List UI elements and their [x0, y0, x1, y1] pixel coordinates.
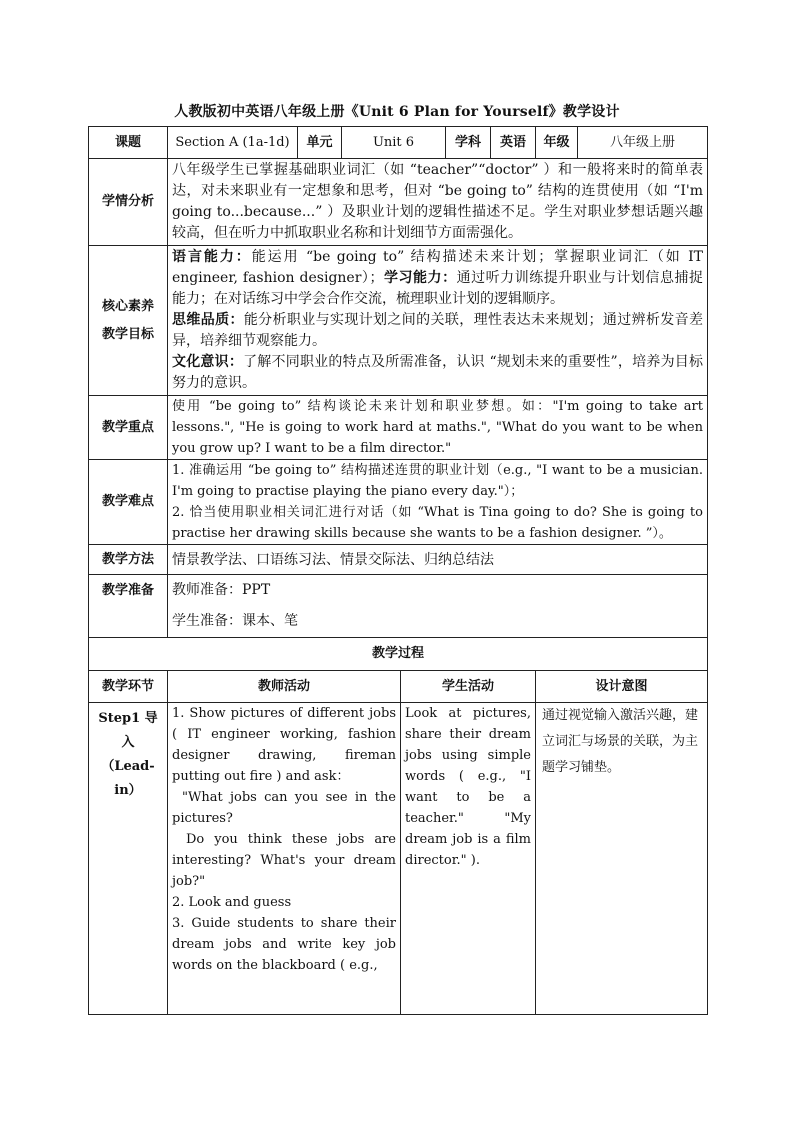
step1-teacher-activity — [168, 703, 401, 1015]
student-preparation: 学生准备：课本、笔 — [172, 613, 298, 629]
methods-text: 情景教学法、口语练习法、情景交际法、归纳总结法 — [168, 545, 708, 575]
grade-value: 八年级上册 — [578, 127, 708, 159]
methods-label: 教学方法 — [89, 545, 168, 575]
goals-label — [89, 246, 168, 396]
step1-stage — [89, 703, 168, 1015]
preparation-row — [89, 575, 708, 638]
step1-design-intent: 通过视觉输入激活兴趣，建立词汇与场景的关联，为主题学习铺垫。 — [536, 703, 708, 1015]
subject-label: 学科 — [446, 127, 491, 159]
student-activity-header: 学生活动 — [401, 671, 536, 703]
unit-value: Unit 6 — [342, 127, 446, 159]
language-ability-key: 语言能力： — [172, 249, 252, 265]
step1-row — [89, 703, 708, 1015]
language-ability-text: 能运用 “be going to” 结构描述未来计划；掌握职业词汇（如 IT engineer, fashion designer）； — [172, 249, 703, 286]
teacher-question-1: "What jobs can you see in the pictures? — [172, 790, 396, 826]
lesson-value: Section A (1a-1d) — [168, 127, 298, 159]
culture-awareness-text: 了解不同职业的特点及所需准备，认识 “规划未来的重要性”，培养为目标努力的意识。 — [172, 354, 704, 391]
teacher-step-3: 3. Guide students to share their dream jobs and write key job words on the blackboard ( e.g., — [172, 916, 396, 973]
thinking-quality-key: 思维品质： — [172, 312, 244, 328]
teacher-step-2: 2. Look and guess — [172, 895, 292, 910]
analysis-row — [89, 159, 708, 246]
goals-label-line1: 核心素养 — [101, 298, 154, 314]
key-points-row — [89, 396, 708, 460]
design-intent-header: 设计意图 — [536, 671, 708, 703]
goals-row — [89, 246, 708, 396]
difficulties-label: 教学难点 — [89, 460, 168, 545]
analysis-text: 八年级学生已掌握基础职业词汇（如 “teacher”“doctor” ）和一般将来时的简单表达，对未来职业有一定想象和思考，但对 “be going to” 结构的连贯使用（如 “I'm going to...because...” ）及职业计划的逻辑性描述不足。学生对职业梦想话题兴趣较高，但在听力中抓取职业名称和计划细节方面需强化。 — [168, 159, 708, 246]
teacher-question-2: Do you think these jobs are interesting? What's your dream job?" — [172, 832, 396, 889]
analysis-label: 学情分析 — [89, 159, 168, 246]
grade-label: 年级 — [536, 127, 578, 159]
goals-text — [168, 246, 708, 396]
step1-name: Step1 导入 — [98, 711, 158, 750]
difficulty-item-1: 1. 准确运用 “be going to” 结构描述连贯的职业计划（e.g., "I want to be a musician. I'm going to practise playing the piano every day."）； — [172, 463, 703, 499]
lesson-label: 课题 — [89, 127, 168, 159]
difficulties-row — [89, 460, 708, 545]
preparation-label: 教学准备 — [89, 575, 168, 638]
methods-row — [89, 545, 708, 575]
process-header-row — [89, 671, 708, 703]
stage-column-header: 教学环节 — [89, 671, 168, 703]
step1-student-activity: Look at pictures, share their dream jobs using simple words ( e.g., "I want to be a teacher." "My dream job is a film director." ). — [401, 703, 536, 1015]
lesson-plan-table — [88, 126, 708, 1015]
teacher-preparation: 教师准备：PPT — [172, 582, 271, 598]
difficulty-item-2: 2. 恰当使用职业相关词汇进行对话（如 “What is Tina going to do? She is going to practise her drawing skills because she wants to be a fashion designer. ”）。 — [172, 505, 703, 541]
culture-awareness-key: 文化意识： — [172, 354, 244, 370]
header-row — [89, 127, 708, 159]
teacher-step-1: 1. Show pictures of different jobs ( IT engineer working, fashion designer drawing, fireman putting out fire ) and ask： — [172, 706, 396, 784]
document-title: 人教版初中英语八年级上册《Unit 6 Plan for Yourself》教学设计 — [174, 104, 620, 120]
subject-value: 英语 — [491, 127, 536, 159]
step1-subtitle: （Lead-in） — [101, 759, 155, 798]
process-title-row — [89, 638, 708, 671]
goals-label-line2: 教学目标 — [101, 326, 154, 342]
learning-ability-text: 通过听力训练提升职业与计划信息捕捉能力；在对话练习中学会合作交流，梳理职业计划的逻辑顺序。 — [172, 270, 704, 307]
key-points-text: 使用 “be going to” 结构谈论未来计划和职业梦想。如："I'm going to take art lessons.", "He is going to work hard at maths.", "What do you want to be when you grow up? I want to be a film director." — [168, 396, 708, 460]
preparation-text — [168, 575, 708, 638]
difficulties-text — [168, 460, 708, 545]
teacher-activity-header: 教师活动 — [168, 671, 401, 703]
learning-ability-key: 学习能力： — [383, 270, 457, 286]
unit-label: 单元 — [298, 127, 342, 159]
thinking-quality-text: 能分析职业与实现计划之间的关联，理性表达未来规划；通过辨析发音差异，培养细节观察能力。 — [172, 312, 704, 349]
key-points-label: 教学重点 — [89, 396, 168, 460]
process-title: 教学过程 — [89, 638, 708, 671]
